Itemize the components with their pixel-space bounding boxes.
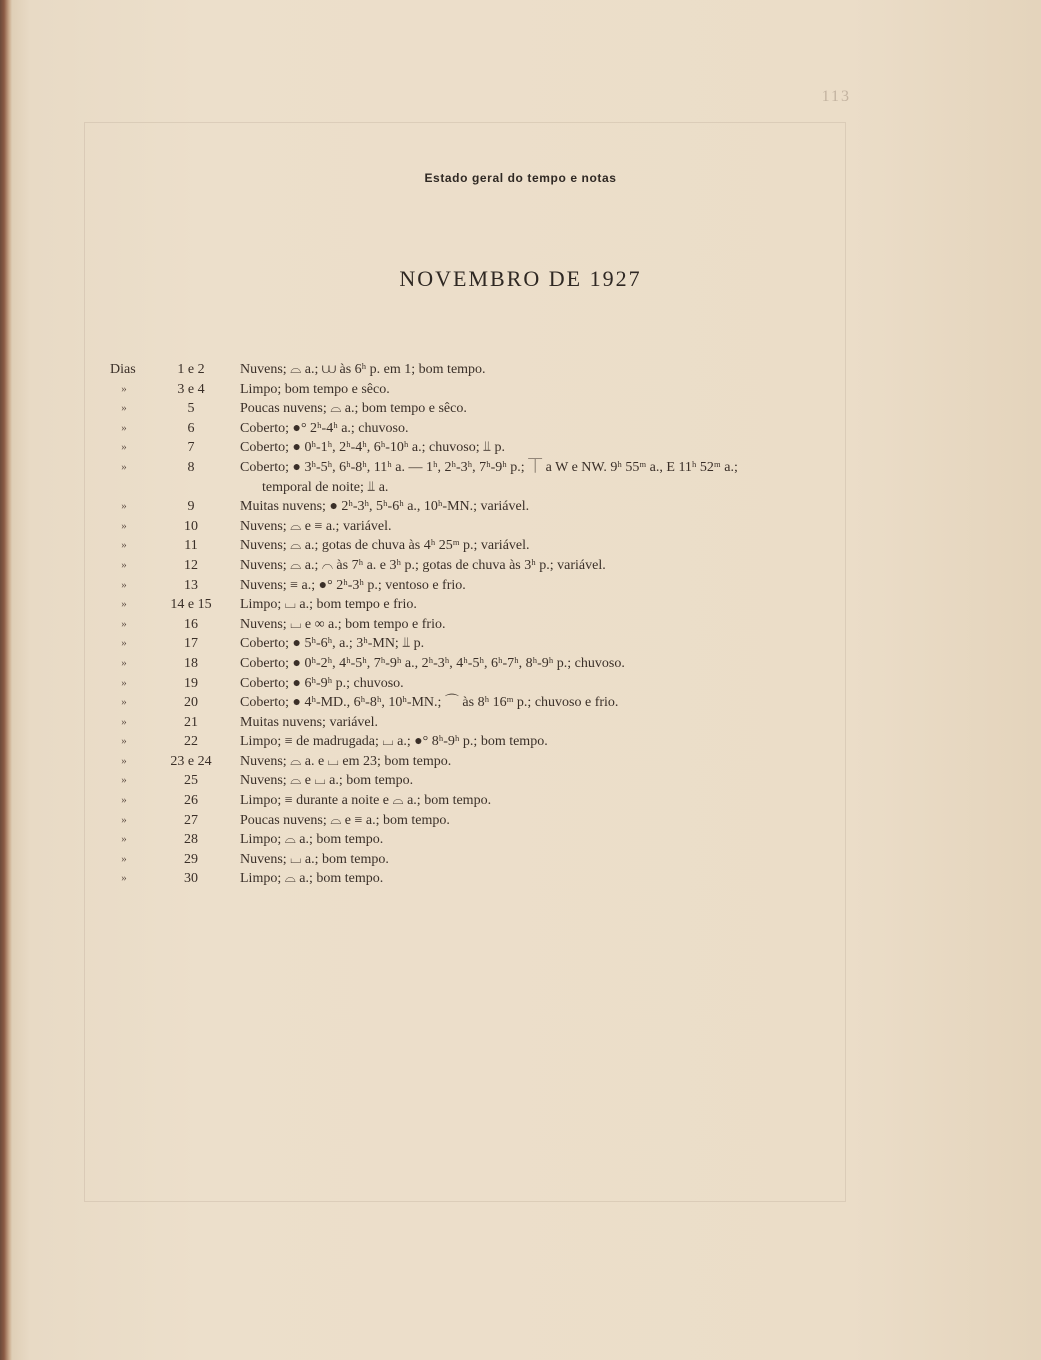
entry-day: 17	[184, 636, 198, 652]
list-item	[104, 497, 934, 517]
entry-day: 9	[187, 499, 195, 515]
weather-entries-list	[104, 360, 934, 889]
ditto-mark: »	[121, 833, 127, 846]
ditto-mark: »	[121, 813, 127, 826]
list-item	[104, 732, 934, 752]
list-item	[104, 752, 934, 772]
list-item	[104, 556, 934, 576]
list-item	[104, 713, 934, 733]
entry-text: Coberto; ● 0ʰ-2ʰ, 4ʰ-5ʰ, 7ʰ-9ʰ a., 2ʰ-3ʰ, 4ʰ-5ʰ, 6ʰ-7ʰ, 8ʰ-9ʰ p.; chuvoso.	[240, 655, 625, 671]
ditto-mark: »	[121, 558, 127, 571]
entry-text: Muitas nuvens; ● 2ʰ-3ʰ, 5ʰ-6ʰ a., 10ʰ-MN.; variável.	[240, 499, 530, 515]
entry-day: 21	[184, 714, 198, 730]
entry-day: 23 e 24	[170, 753, 212, 769]
ditto-mark: »	[121, 460, 127, 473]
ditto-mark: »	[121, 539, 127, 552]
entry-text: Nuvens; ⌓ a. e ⌴ em 23; bom tempo.	[240, 753, 452, 769]
entry-day: 14 e 15	[170, 597, 212, 613]
entry-text: Limpo; ⌓ a.; bom tempo.	[240, 871, 384, 887]
list-item	[104, 458, 934, 497]
entry-text: Muitas nuvens; variável.	[240, 714, 379, 730]
entry-day: 25	[184, 773, 198, 789]
entry-day: 10	[184, 518, 198, 534]
entry-text: Coberto; ● 5ʰ-6ʰ, a.; 3ʰ-MN; ⫫ p.	[240, 636, 425, 652]
list-item	[104, 595, 934, 615]
list-item	[104, 419, 934, 439]
entry-text: Nuvens; ⌓ a.; gotas de chuva às 4ʰ 25ᵐ p.; variável.	[240, 538, 530, 554]
list-item	[104, 536, 934, 556]
ditto-mark: »	[121, 637, 127, 650]
list-item	[104, 399, 934, 419]
list-item	[104, 791, 934, 811]
entry-text: Limpo; bom tempo e sêco.	[240, 381, 390, 397]
entry-text: Nuvens; ⌓ a.; ⩊ às 6ʰ p. em 1; bom tempo.	[240, 362, 486, 377]
ditto-mark: »	[121, 676, 127, 689]
entry-day: 18	[184, 655, 198, 671]
list-item	[104, 380, 934, 400]
entry-day: 30	[184, 871, 198, 887]
dias-label: Dias	[110, 362, 136, 377]
entry-day: 26	[184, 793, 198, 809]
list-item	[104, 634, 934, 654]
entry-text: Nuvens; ⌴ a.; bom tempo.	[240, 851, 389, 867]
entry-text: Poucas nuvens; ⌓ e ≡ a.; bom tempo.	[240, 812, 450, 828]
ditto-mark: »	[121, 598, 127, 611]
list-item	[104, 360, 934, 380]
ditto-mark: »	[121, 656, 127, 669]
ditto-mark: »	[121, 715, 127, 728]
ditto-mark: »	[121, 696, 127, 709]
binding-edge	[0, 0, 12, 1360]
list-item	[104, 830, 934, 850]
ditto-mark: »	[121, 735, 127, 748]
ditto-mark: »	[121, 872, 127, 885]
ditto-mark: »	[121, 774, 127, 787]
entry-day: 27	[184, 812, 198, 828]
section-header: Estado geral do tempo e notas	[424, 171, 617, 185]
list-item	[104, 850, 934, 870]
entry-day: 28	[184, 832, 198, 848]
entry-day: 20	[184, 695, 198, 711]
entry-text: Nuvens; ⌓ e ⌴ a.; bom tempo.	[240, 773, 414, 789]
entry-day: 11	[184, 538, 198, 554]
ditto-mark: »	[121, 500, 127, 513]
entry-text: Coberto; ● 3ʰ-5ʰ, 6ʰ-8ʰ, 11ʰ a. — 1ʰ, 2ʰ-3ʰ, 7ʰ-9ʰ p.; ⏉ a W e NW. 9ʰ 55ᵐ a., E 11ʰ 52ᵐ a.;	[240, 459, 738, 475]
list-item	[104, 811, 934, 831]
list-item	[104, 615, 934, 635]
list-item	[104, 771, 934, 791]
entry-text: Nuvens; ⌴ e ∞ a.; bom tempo e frio.	[240, 616, 446, 632]
entry-day: 16	[184, 616, 198, 632]
entry-text: Coberto; ● 4ʰ-MD., 6ʰ-8ʰ, 10ʰ-MN.; ⌒ às 8ʰ 16ᵐ p.; chuvoso e frio.	[240, 695, 619, 711]
entry-day: 22	[184, 734, 198, 750]
list-item	[104, 576, 934, 596]
list-item	[104, 674, 934, 694]
ditto-mark: »	[121, 402, 127, 415]
page-number: 113	[821, 88, 851, 105]
list-item	[104, 693, 934, 713]
entry-text: Nuvens; ≡ a.; ●° 2ʰ-3ʰ p.; ventoso e frio.	[240, 577, 466, 593]
entry-day: 13	[184, 577, 198, 593]
entry-text: Limpo; ⌴ a.; bom tempo e frio.	[240, 597, 417, 613]
entry-text-continued: temporal de noite; ⫫ a.	[262, 479, 389, 495]
entry-text: Coberto; ● 6ʰ-9ʰ p.; chuvoso.	[240, 675, 404, 691]
entry-text: Limpo; ≡ de madrugada; ⌴ a.; ●° 8ʰ-9ʰ p.; bom tempo.	[240, 734, 548, 750]
ditto-mark: »	[121, 519, 127, 532]
ditto-mark: »	[121, 382, 127, 395]
ditto-mark: »	[121, 852, 127, 865]
entry-text: Limpo; ≡ durante a noite e ⌓ a.; bom tempo.	[240, 793, 492, 809]
ditto-mark: »	[121, 441, 127, 454]
entry-day: 3 e 4	[177, 381, 205, 397]
entry-day: 7	[187, 440, 195, 456]
list-item	[104, 517, 934, 537]
ditto-mark: »	[121, 754, 127, 767]
entry-text: Nuvens; ⌓ a.; ⌒ às 7ʰ a. e 3ʰ p.; gotas de chuva às 3ʰ p.; variável.	[240, 557, 606, 573]
entry-day: 29	[184, 851, 198, 867]
entry-text: Poucas nuvens; ⌓ a.; bom tempo e sêco.	[240, 401, 467, 417]
entry-text: Coberto; ● 0ʰ-1ʰ, 2ʰ-4ʰ, 6ʰ-10ʰ a.; chuvoso; ⫫ p.	[240, 440, 505, 456]
list-item	[104, 869, 934, 889]
list-item	[104, 654, 934, 674]
entry-day: 19	[184, 675, 198, 691]
ditto-mark: »	[121, 617, 127, 630]
entry-day: 12	[184, 557, 198, 573]
ditto-mark: »	[121, 794, 127, 807]
ditto-mark: »	[121, 421, 127, 434]
list-item	[104, 438, 934, 458]
entry-text: Coberto; ●° 2ʰ-4ʰ a.; chuvoso.	[240, 420, 409, 436]
entry-day: 1 e 2	[177, 362, 205, 377]
ditto-mark: »	[121, 578, 127, 591]
entry-text: Limpo; ⌓ a.; bom tempo.	[240, 832, 384, 848]
entry-text: Nuvens; ⌓ e ≡ a.; variável.	[240, 518, 392, 534]
entry-day: 8	[187, 459, 195, 475]
entry-day: 5	[187, 401, 195, 417]
entry-day: 6	[187, 420, 195, 436]
page-title: NOVEMBRO DE 1927	[399, 266, 642, 291]
